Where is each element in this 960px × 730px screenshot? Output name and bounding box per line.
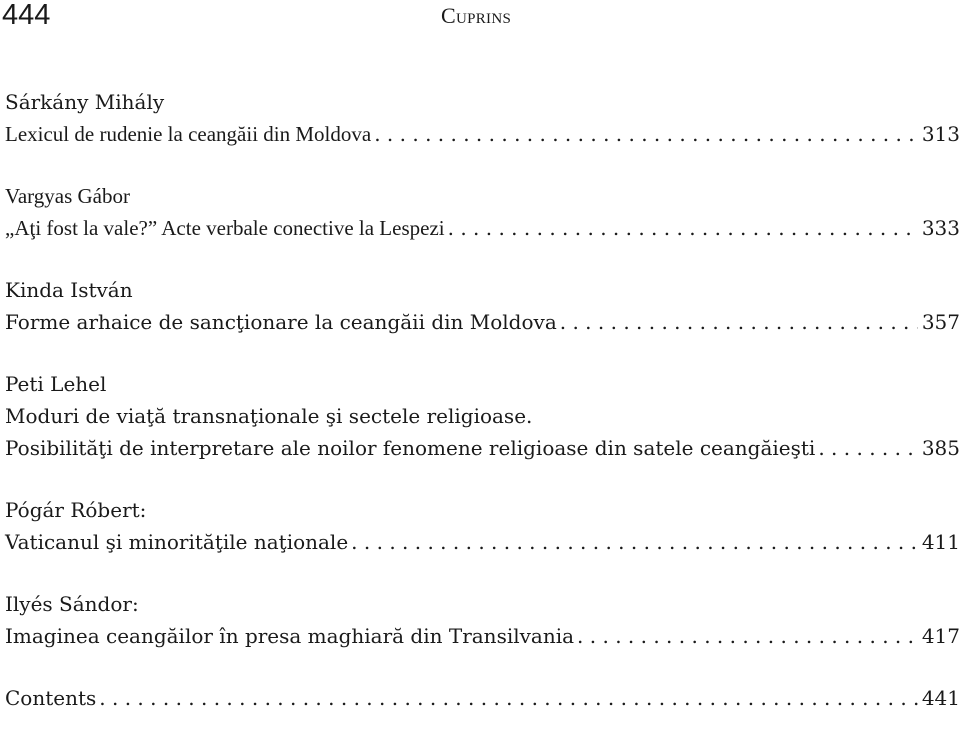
toc-author: Sárkány Mihály <box>5 90 165 114</box>
toc-title: Contents <box>5 686 97 710</box>
toc-title-line[interactable] <box>5 526 960 558</box>
toc-title-line[interactable] <box>5 118 960 150</box>
toc-page-number: 417 <box>921 624 960 648</box>
toc-title-line[interactable] <box>5 212 960 244</box>
dot-leader <box>99 682 918 714</box>
toc-page-number: 333 <box>921 216 960 240</box>
toc-title-line[interactable] <box>5 306 960 338</box>
toc-title: „Aţi fost la vale?” Acte verbale conective la Lespezi <box>5 216 445 240</box>
page-number: 444 <box>2 0 51 31</box>
toc-title: Lexicul de rudenie la ceangăii din Moldova <box>5 122 372 146</box>
toc-page-number: 385 <box>921 436 960 460</box>
toc-entry <box>5 274 960 338</box>
toc-entry <box>5 180 960 244</box>
dot-leader <box>560 306 918 338</box>
toc-title: Forme arhaice de sancţionare la ceangăii din Moldova <box>5 310 557 334</box>
toc-entry <box>5 86 960 150</box>
toc-page-number: 411 <box>921 530 960 554</box>
toc-author: Peti Lehel <box>5 372 107 396</box>
toc-author: Ilyés Sándor: <box>5 592 139 616</box>
toc-title: Vaticanul şi minorităţile naţionale <box>5 530 349 554</box>
toc-author: Pógár Róbert: <box>5 498 147 522</box>
toc-author: Vargyas Gábor <box>5 184 130 208</box>
dot-leader <box>448 212 918 244</box>
toc-entry <box>5 368 960 464</box>
running-title: Cuprins <box>441 3 512 28</box>
toc-page-number: 357 <box>921 310 960 334</box>
toc-entry <box>5 682 960 714</box>
toc-entry <box>5 588 960 652</box>
toc-page-number: 313 <box>921 122 960 146</box>
toc-title-first-line: Moduri de viaţă transnaţionale şi sectele religioase. <box>5 404 533 428</box>
table-of-contents <box>5 86 960 714</box>
toc-entry <box>5 494 960 558</box>
dot-leader <box>818 432 917 464</box>
toc-page-number: 441 <box>921 686 960 710</box>
dot-leader <box>374 118 918 150</box>
toc-title: Posibilităţi de interpretare ale noilor fenomene religioase din satele ceangăieşti <box>5 436 816 460</box>
toc-title-line[interactable] <box>5 682 960 714</box>
toc-title-line[interactable] <box>5 432 960 464</box>
page-header <box>0 0 960 40</box>
dot-leader <box>351 526 918 558</box>
toc-title-line[interactable] <box>5 620 960 652</box>
toc-author: Kinda István <box>5 278 133 302</box>
dot-leader <box>577 620 918 652</box>
toc-title: Imaginea ceangăilor în presa maghiară din Transilvania <box>5 624 575 648</box>
